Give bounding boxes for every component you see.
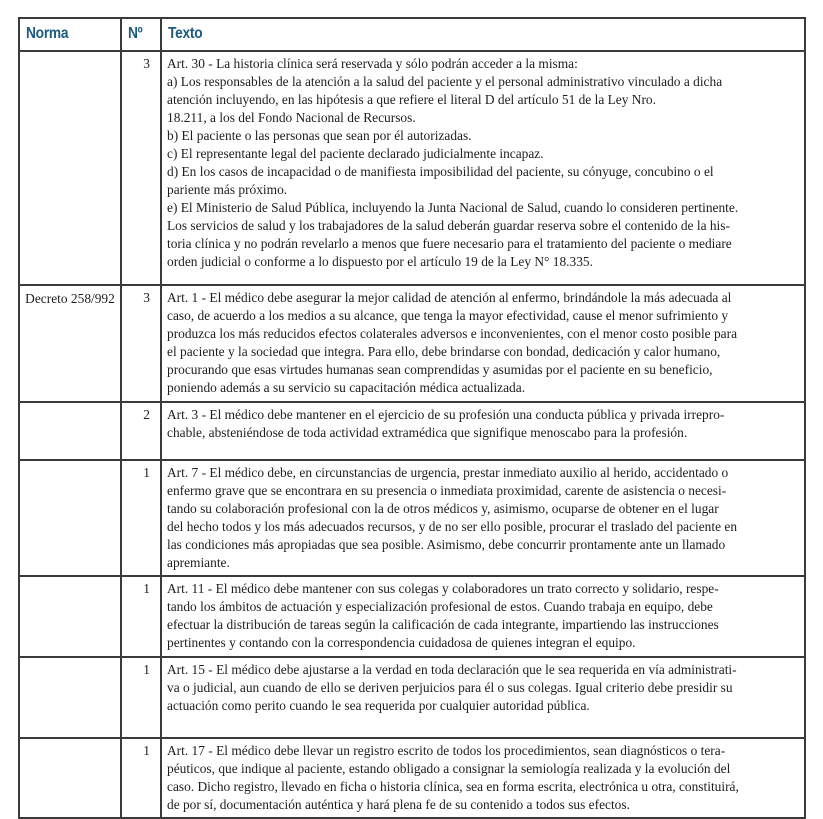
table-row [19,285,805,402]
cell-texto [161,460,805,576]
header-texto: Texto [161,18,805,51]
text-line: actuación como perito cuando le sea requerida por cualquier autoridad pública. [167,698,590,713]
text-line: Art. 15 - El médico debe ajustarse a la verdad en toda declaración que le sea requerida en vía administrati- [167,662,737,677]
cell-norma [19,576,121,657]
text-line: e) El Ministerio de Salud Pública, incluyendo la Junta Nacional de Salud, cuando lo consideren pertinente. [167,200,739,215]
text-line: produzca los más reducidos efectos colaterales adversos e inconvenientes, con el menor costo posible para [167,326,738,341]
cell-norma [19,657,121,738]
cell-norma [19,285,121,402]
header-norma: Norma [19,18,121,51]
text-line: tando los ámbitos de actuación y especialización profesional de estos. Cuando trabaja en equipo, debe [167,599,713,614]
cell-texto [161,576,805,657]
table-row [19,402,805,460]
table-row [19,460,805,576]
cell-numero: 3 [121,285,161,402]
text-line: péuticos, que indique al paciente, estando obligado a consignar la semiología realizada y la evolución del [167,761,731,776]
text-line: toria clínica y no podrán revelarlo a menos que fuere necesario para el tratamiento del paciente o mediare [167,236,732,251]
cell-numero: 1 [121,657,161,738]
table-row [19,576,805,657]
text-line: caso, de acuerdo a los medios a su alcance, que tenga la mayor efectividad, cause el menor sufrimiento y [167,308,729,323]
text-line: Art. 17 - El médico debe llevar un registro escrito de todos los procedimientos, sean diagnósticos o tera- [167,743,726,758]
cell-norma [19,402,121,460]
cell-numero: 2 [121,402,161,460]
table-row [19,51,805,285]
text-line: pertinentes y contando con la correspondencia cuidadosa de quienes integran el equipo. [167,635,636,650]
text-line: chable, absteniéndose de toda actividad extramédica que signifique menoscabo para la profesión. [167,425,688,440]
text-line: a) Los responsables de la atención a la salud del paciente y el personal administrativo vinculado a dicha [167,74,723,89]
cell-norma [19,460,121,576]
text-line: de por sí, documentación auténtica y hará plena fe de su contenido a todos sus efectos. [167,797,630,812]
text-line: Art. 7 - El médico debe, en circunstancias de urgencia, prestar inmediato auxilio al herido, accidentado o [167,465,729,480]
table-header-row [19,18,805,51]
text-line: tando su colaboración profesional con la de otros médicos y, asimismo, ocuparse de obtener en el lugar [167,501,719,516]
cell-texto [161,402,805,460]
text-line: orden judicial o conforme a lo dispuesto por el artículo 19 de la Ley N° 18.335. [167,254,593,269]
cell-texto [161,738,805,818]
header-numero: Nº [121,18,161,51]
cell-numero: 1 [121,576,161,657]
text-line: Art. 30 - La historia clínica será reservada y sólo podrán acceder a la misma: [167,56,578,71]
text-line: apremiante. [167,555,230,570]
text-line: enfermo grave que se encontrara en su presencia o inmediata proximidad, carente de asistencia o necesi- [167,483,727,498]
table-row [19,657,805,738]
norma-line: 258/992 [70,291,115,306]
cell-texto [161,657,805,738]
norma-line: Decreto [25,291,68,306]
text-line: atención incluyendo, en las hipótesis a que refiere el literal D del artículo 51 de la Ley Nro. [167,92,656,107]
text-line: c) El representante legal del paciente declarado judicialmente incapaz. [167,146,544,161]
text-line: Art. 3 - El médico debe mantener en el ejercicio de su profesión una conducta pública y privada irrepro- [167,407,725,422]
text-line: pariente más próximo. [167,182,288,197]
norms-table [18,17,806,819]
cell-numero: 1 [121,460,161,576]
cell-numero: 3 [121,51,161,285]
text-line: efectuar la distribución de tareas según la calificación de cada integrante, impartiendo las instrucciones [167,617,719,632]
cell-numero: 1 [121,738,161,818]
table-row [19,738,805,818]
text-line: 18.211, a los del Fondo Nacional de Recursos. [167,110,416,125]
cell-texto [161,51,805,285]
text-line: las condiciones más apropiadas que sea posible. Asimismo, debe concurrir prontamente ante un llamado [167,537,726,552]
cell-texto [161,285,805,402]
text-line: Los servicios de salud y los trabajadores de la salud deberán guardar reserva sobre el contenido de la his- [167,218,730,233]
text-line: b) El paciente o las personas que sean por él autorizadas. [167,128,472,143]
text-line: Art. 1 - El médico debe asegurar la mejor calidad de atención al enfermo, brindándole la más adecuada al [167,290,732,305]
text-line: poniendo además a su servicio su capacitación médica actualizada. [167,380,526,395]
text-line: va o judicial, aun cuando de ello se deriven perjuicios para él o sus colegas. Igual criterio debe presidir su [167,680,733,695]
text-line: procurando que esas virtudes humanas sean comprendidas y asumidas por el paciente en su beneficio, [167,362,713,377]
text-line: d) En los casos de incapacidad o de manifiesta imposibilidad del paciente, su cónyuge, concubino o el [167,164,714,179]
text-line: el paciente y la sociedad que integra. Para ello, debe brindarse con bondad, dedicación y calor humano, [167,344,721,359]
text-line: caso. Dicho registro, llevado en ficha o historia clínica, sea en forma escrita, electrónica u otra, constituirá, [167,779,739,794]
text-line: del hecho todos y los más adecuados recursos, y de no ser ello posible, procurar el traslado del paciente en [167,519,738,534]
cell-norma [19,738,121,818]
cell-norma [19,51,121,285]
text-line: Art. 11 - El médico debe mantener con sus colegas y colaboradores un trato correcto y solidario, respe- [167,581,719,596]
